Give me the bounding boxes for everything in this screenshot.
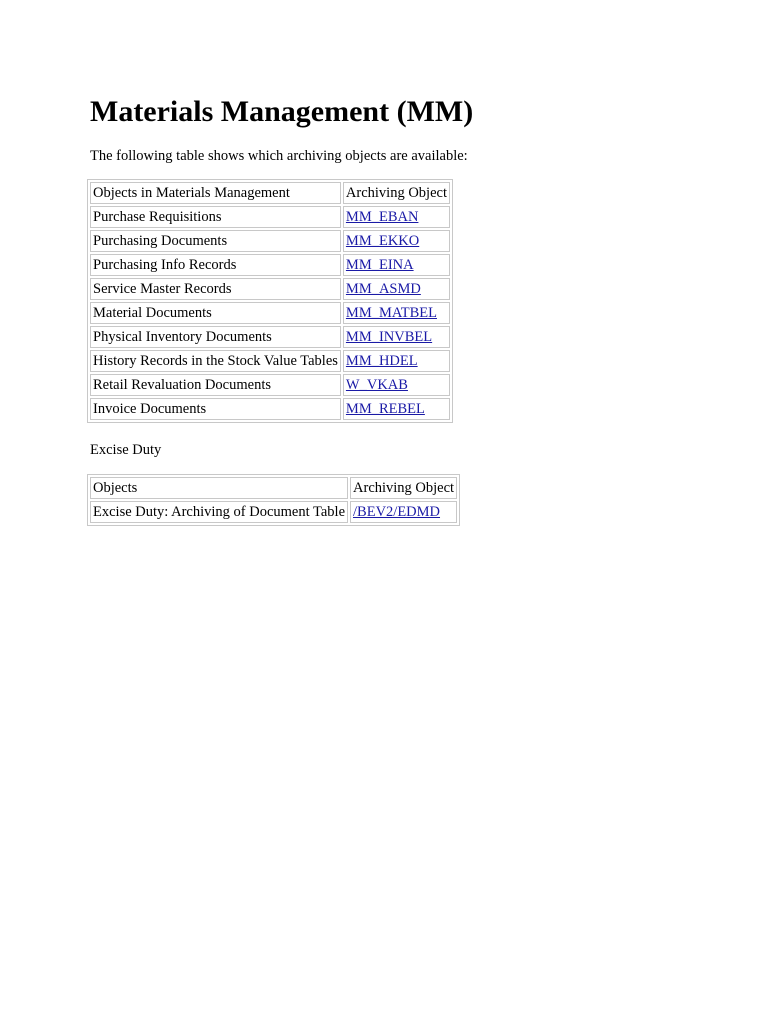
archiving-object-link[interactable]: MM_ASMD	[345, 281, 421, 297]
excise-archiving-table	[87, 474, 460, 526]
archiving-object-link[interactable]: MM_EKKO	[345, 233, 420, 249]
table-header-row	[90, 477, 457, 499]
archiving-object-cell	[343, 398, 450, 420]
page-title: Materials Management (MM)	[90, 95, 474, 128]
object-name-cell: Physical Inventory Documents	[90, 326, 341, 348]
mm-archiving-table	[87, 179, 453, 423]
object-name-cell: Service Master Records	[90, 278, 341, 300]
archiving-object-cell	[343, 254, 450, 276]
archiving-object-link[interactable]: /BEV2/EDMD	[353, 504, 441, 520]
archiving-object-cell	[343, 278, 450, 300]
archiving-object-cell	[343, 326, 450, 348]
table-row	[90, 278, 450, 300]
object-name-cell: Invoice Documents	[90, 398, 341, 420]
archiving-object-link[interactable]: W_VKAB	[345, 377, 408, 393]
table-row	[90, 254, 450, 276]
archiving-object-cell	[343, 374, 450, 396]
object-name-cell: Purchasing Info Records	[90, 254, 341, 276]
archiving-object-cell	[343, 350, 450, 372]
column-header-archiving-object: Archiving Object	[343, 182, 450, 204]
table-row	[90, 374, 450, 396]
column-header-objects: Objects in Materials Management	[90, 182, 341, 204]
table-row	[90, 398, 450, 420]
object-name-cell: Excise Duty: Archiving of Document Table	[90, 501, 348, 523]
table-row	[90, 350, 450, 372]
table-row	[90, 501, 457, 523]
archiving-object-cell	[343, 302, 450, 324]
object-name-cell: Purchase Requisitions	[90, 206, 341, 228]
archiving-object-link[interactable]: MM_INVBEL	[345, 329, 433, 345]
archiving-object-cell	[343, 230, 450, 252]
archiving-object-link[interactable]: MM_MATBEL	[345, 305, 437, 321]
column-header-archiving-object: Archiving Object	[350, 477, 457, 499]
archiving-object-cell	[343, 206, 450, 228]
column-header-objects: Objects	[90, 477, 348, 499]
table-row	[90, 326, 450, 348]
table-row	[90, 230, 450, 252]
object-name-cell: Material Documents	[90, 302, 341, 324]
intro-text: The following table shows which archiving objects are available:	[90, 148, 468, 164]
archiving-object-link[interactable]: MM_REBEL	[345, 401, 425, 417]
archiving-object-cell	[350, 501, 457, 523]
object-name-cell: History Records in the Stock Value Tables	[90, 350, 341, 372]
object-name-cell: Purchasing Documents	[90, 230, 341, 252]
document-page	[90, 91, 730, 526]
excise-duty-caption: Excise Duty	[90, 442, 162, 458]
table-header-row	[90, 182, 450, 204]
object-name-cell: Retail Revaluation Documents	[90, 374, 341, 396]
archiving-object-link[interactable]: MM_EINA	[345, 257, 414, 273]
table-row	[90, 302, 450, 324]
table-row	[90, 206, 450, 228]
archiving-object-link[interactable]: MM_EBAN	[345, 209, 419, 225]
archiving-object-link[interactable]: MM_HDEL	[345, 353, 418, 369]
